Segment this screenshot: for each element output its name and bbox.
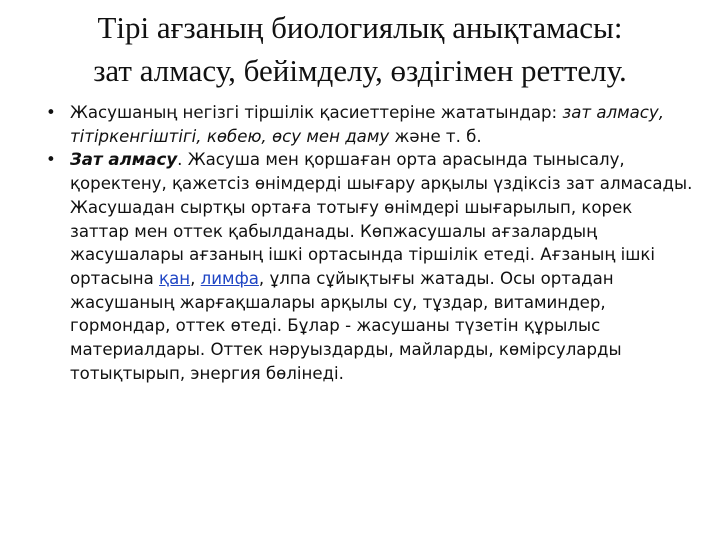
bullet1-italic-text: зат алмасу, тітіркенгіштігі, көбею, өсу мен даму	[70, 103, 665, 146]
link-blood[interactable]: қан	[159, 268, 191, 288]
bullet-marker: •	[46, 150, 56, 170]
bullet1-tail-text: және т. б.	[389, 126, 482, 146]
link-lymph[interactable]: лимфа	[200, 268, 259, 288]
bullet2-term: Зат алмасу	[70, 150, 178, 170]
title-line-1: Тірі ағзаның биологиялық анықтамасы:	[97, 10, 623, 45]
bullet-list	[44, 101, 694, 385]
bullet1-plain-text: Жасушаның негізгі тіршілік қасиеттеріне жататындар:	[70, 103, 563, 122]
slide-title	[20, 6, 700, 92]
bullet-item-metabolism	[44, 148, 694, 385]
title-line-2: зат алмасу, бейімделу, өздігімен реттелу.	[93, 53, 627, 88]
bullet2-text-part2: , ұлпа сұйықтығы жатады. Осы ортадан жасушаның жарғақшалары арқылы су, тұздар, витаминдер, гормондар, оттек өтеді. Бұлар - жасушаны түзетін құрылыс материалдары. Оттек нәруыздарды, майларды, көмірсуларды тотықтырып, энергия бөлінеді.	[70, 268, 622, 383]
bullet2-text-part1: . Жасуша мен қоршаған орта арасында тынысалу, қоректену, қажетсіз өнімдерді шығару арқылы үздіксіз зат алмасады. Жасушадан сыртқы ортаға тотығу өнімдері шығарылып, корек заттар мен оттек қабылданады. Көпжасушалы ағзалардың жасушалары ағзаның ішкі ортасында тіршілік етеді. Ағзаның ішкі ортасына	[70, 150, 693, 288]
bullet2-separator: ,	[190, 268, 201, 288]
bullet-item-properties	[44, 101, 694, 148]
bullet-marker: •	[46, 103, 56, 122]
